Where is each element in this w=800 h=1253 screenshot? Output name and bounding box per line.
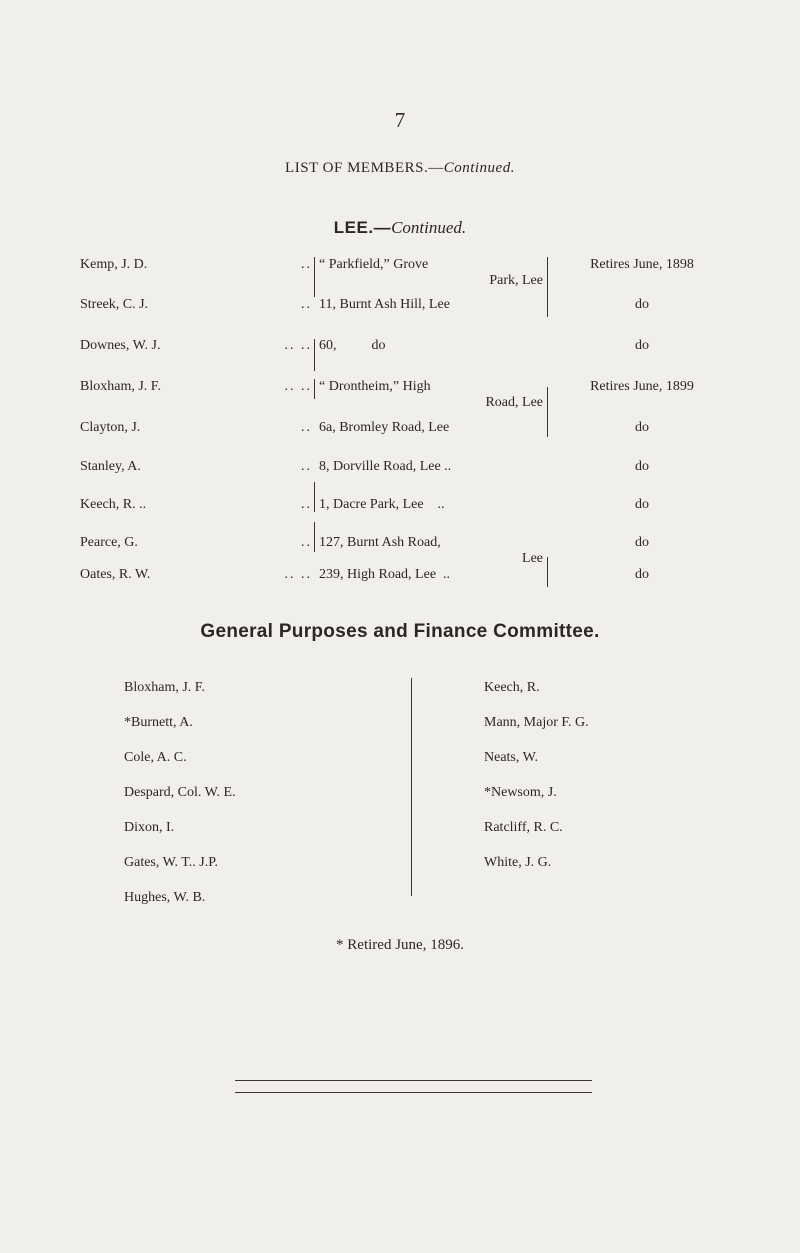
member-name: Kemp, J. D. <box>80 257 148 272</box>
member-dots: .. <box>301 257 312 272</box>
section-title <box>0 218 800 238</box>
committee-member: Bloxham, J. F. <box>124 680 205 695</box>
member-dots: .. <box>301 459 312 474</box>
member-address-line1: 239, High Road, Lee .. <box>319 567 451 582</box>
member-name: Streek, C. J. <box>80 297 149 312</box>
member-status: do <box>635 420 649 435</box>
member-row <box>80 459 760 499</box>
member-address-line1: “ Parkfield,” Grove <box>319 257 429 272</box>
member-address-line1: 11, Burnt Ash Hill, Lee <box>319 297 450 312</box>
member-status: do <box>635 567 649 582</box>
member-name: Downes, W. J. <box>80 338 161 353</box>
member-status: Retires June, 1898 <box>590 257 694 272</box>
committee-member: Ratcliff, R. C. <box>484 820 563 835</box>
member-row <box>80 379 760 419</box>
member-row <box>80 497 760 537</box>
column-divider <box>314 339 315 371</box>
member-address <box>319 459 543 475</box>
member-address <box>319 420 543 436</box>
committee-member: Dixon, I. <box>124 820 175 835</box>
column-divider <box>547 257 548 317</box>
section-title-suffix: Continued. <box>391 218 467 237</box>
member-dots: .. .. <box>284 567 312 582</box>
footnote: * Retired June, 1896. <box>336 937 464 953</box>
member-address-line2: Park, Lee <box>489 273 543 288</box>
member-address-line1: 60, do <box>319 338 386 353</box>
member-name: Keech, R. .. <box>80 497 147 512</box>
member-address <box>319 257 543 289</box>
column-divider <box>547 387 548 437</box>
member-address-line1: 8, Dorville Road, Lee .. <box>319 459 452 474</box>
member-status: do <box>635 459 649 474</box>
member-name: Clayton, J. <box>80 420 141 435</box>
committee-member: *Newsom, J. <box>484 785 557 800</box>
member-status: do <box>635 497 649 512</box>
member-name: Stanley, A. <box>80 459 141 474</box>
member-row <box>80 567 760 607</box>
page-number: 7 <box>394 108 406 132</box>
committee-member: Cole, A. C. <box>124 750 187 765</box>
member-row <box>80 257 760 297</box>
member-status: do <box>635 535 649 550</box>
committee-member: Mann, Major F. G. <box>484 715 589 730</box>
member-dots: .. <box>301 535 312 550</box>
member-dots: .. <box>301 420 312 435</box>
column-divider <box>547 557 548 587</box>
committee-left-column <box>124 680 236 925</box>
closing-rule <box>235 1080 592 1081</box>
member-address-line1: 6a, Bromley Road, Lee <box>319 420 450 435</box>
member-address <box>319 297 543 313</box>
member-address-line1: “ Drontheim,” High <box>319 379 431 394</box>
member-address <box>319 338 543 354</box>
closing-rule <box>235 1092 592 1093</box>
committee-member: White, J. G. <box>484 855 552 870</box>
list-title <box>0 160 800 177</box>
committee-member: Despard, Col. W. E. <box>124 785 236 800</box>
member-name: Oates, R. W. <box>80 567 151 582</box>
section-title-main: LEE.— <box>333 218 392 237</box>
member-row <box>80 338 760 378</box>
member-status: do <box>635 297 649 312</box>
committee-member: *Burnett, A. <box>124 715 193 730</box>
member-address-line2: Lee <box>522 551 543 566</box>
member-row <box>80 420 760 460</box>
member-status: Retires June, 1899 <box>590 379 694 394</box>
committee-member: Neats, W. <box>484 750 539 765</box>
column-divider <box>314 522 315 552</box>
member-dots: .. .. <box>284 379 312 394</box>
member-address-line1: 127, Burnt Ash Road, <box>319 535 441 550</box>
committee-divider <box>411 678 412 896</box>
list-title-main: LIST OF MEMBERS.— <box>285 160 444 176</box>
member-row <box>80 297 760 337</box>
member-dots: .. <box>301 297 312 312</box>
column-divider <box>314 257 315 297</box>
member-address-line1: 1, Dacre Park, Lee .. <box>319 497 445 512</box>
list-title-suffix: Continued. <box>443 160 515 176</box>
committee-title: General Purposes and Finance Committee. <box>200 621 600 642</box>
member-address <box>319 567 543 583</box>
committee-member: Gates, W. T.. J.P. <box>124 855 218 870</box>
member-dots: .. .. <box>284 338 312 353</box>
member-status: do <box>635 338 649 353</box>
member-name: Bloxham, J. F. <box>80 379 161 394</box>
column-divider <box>314 482 315 512</box>
column-divider <box>314 379 315 399</box>
member-address-line2: Road, Lee <box>485 395 543 410</box>
committee-member: Keech, R. <box>484 680 540 695</box>
member-address <box>319 535 543 567</box>
member-address <box>319 497 543 513</box>
member-address <box>319 379 543 411</box>
committee-member: Hughes, W. B. <box>124 890 206 905</box>
member-name: Pearce, G. <box>80 535 138 550</box>
committee-right-column <box>484 680 589 890</box>
member-dots: .. <box>301 497 312 512</box>
